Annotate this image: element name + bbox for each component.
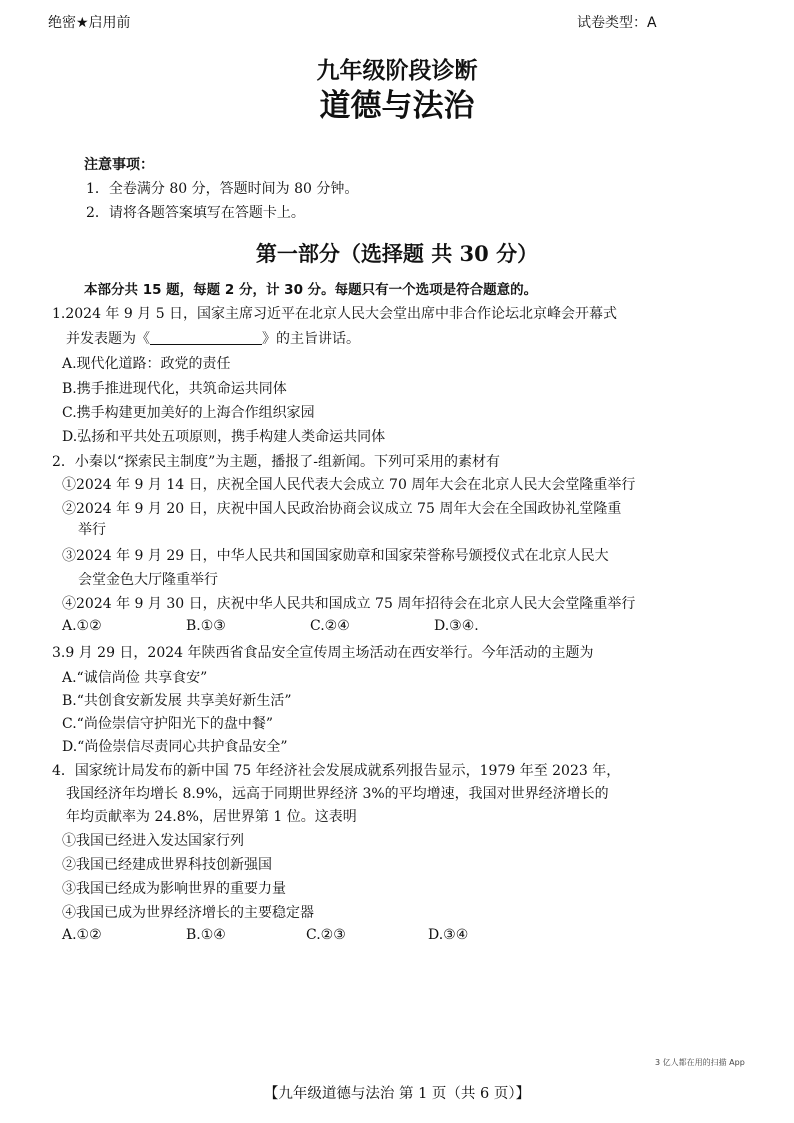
scanner-watermark: 3 亿人都在用的扫描 App [655,1058,745,1067]
question-2-item-cont: 会堂金色大厅隆重举行 [78,572,218,588]
question-2-option-c: C.②④ [310,618,350,634]
notice-item: 1．全卷满分 80 分，答题时间为 80 分钟。 [86,181,359,197]
question-4-stem: 4．国家统计局发布的新中国 75 年经济社会发展成就系列报告显示，1979 年至 2023 年， [52,763,621,779]
question-4-option-b: B.①④ [186,927,226,943]
question-4-item: ②我国已经建成世界科技创新强国 [62,857,272,873]
question-2-item: ①2024 年 9 月 14 日，庆祝全国人民代表大会成立 70 周年大会在北京人民大会堂隆重举行 [62,477,636,493]
question-4-item: ③我国已经成为影响世界的重要力量 [62,881,286,897]
question-2-item: ③2024 年 9 月 29 日，中华人民共和国国家勋章和国家荣誉称号颁授仪式在北京人民大 [62,548,609,564]
question-4-option-a: A.①② [62,927,102,943]
question-2-item: ②2024 年 9 月 20 日，庆祝中国人民政治协商会议成立 75 周年大会在全国政协礼堂隆重 [62,501,622,517]
part-description: 本部分共 15 题，每题 2 分，计 30 分。每题只有一个选项是符合题意的。 [84,282,538,298]
stem-text: 》的主旨讲话。 [262,331,360,347]
question-2-option-b: B.①③ [186,618,226,634]
question-4-option-c: C.②③ [306,927,346,943]
question-1-stem-cont [66,328,360,348]
question-3-option-b: B.“共创食安新发展 共享美好新生活” [62,693,292,709]
question-4-option-d: D.③④ [428,927,469,943]
question-1-option-a: A.现代化道路：政党的责任 [62,356,231,372]
subject-title: 道德与法治 [319,88,475,124]
question-2-item: ④2024 年 9 月 30 日，庆祝中华人民共和国成立 75 周年招待会在北京人民大会堂隆重举行 [62,596,636,612]
question-2-stem: 2．小秦以“探索民主制度”为主题，播报了-组新闻。下列可采用的素材有 [52,454,500,470]
question-1-stem: 1.2024 年 9 月 5 日，国家主席习近平在北京人民大会堂出席中非合作论坛北京峰会开幕式 [52,306,618,322]
question-2-item-cont: 举行 [78,522,106,538]
paper-type-label: 试卷类型：A [577,15,657,31]
question-1-option-d: D.弘扬和平共处五项原则，携手构建人类命运共同体 [62,429,386,445]
question-1-option-c: C.携手构建更加美好的上海合作组织家园 [62,405,315,421]
question-1-option-b: B.携手推进现代化，共筑命运共同体 [62,381,287,397]
question-4-item: ①我国已经进入发达国家行列 [62,833,244,849]
notice-heading: 注意事项： [84,157,154,173]
notice-item: 2．请将各题答案填写在答题卡上。 [86,205,305,221]
question-3-stem: 3.9 月 29 日，2024 年陕西省食品安全宣传周主场活动在西安举行。今年活动的主题为 [52,645,594,661]
stem-text: 并发表题为《 [66,331,150,347]
answer-blank [150,330,262,345]
confidential-label: 绝密★启用前 [48,15,131,31]
question-3-option-c: C.“尚俭崇信守护阳光下的盘中餐” [62,716,273,732]
question-3-option-d: D.“尚俭崇信尽责同心共护食品安全” [62,739,288,755]
question-2-option-a: A.①② [62,618,102,634]
part-title: 第一部分（选择题 共 30 分） [255,241,539,266]
question-2-option-d: D.③④. [434,618,479,634]
page-footer: 【九年级道德与法治 第 1 页（共 6 页）】 [263,1086,531,1102]
question-4-stem-cont: 年均贡献率为 24.8%，居世界第 1 位。这表明 [66,809,357,825]
exam-grade-title: 九年级阶段诊断 [316,58,478,84]
question-4-stem-cont: 我国经济年均增长 8.9%，远高于同期世界经济 3%的平均增速，我国对世界经济增长的 [66,786,609,802]
question-3-option-a: A.“诚信尚俭 共享食安” [62,670,208,686]
question-4-item: ④我国已成为世界经济增长的主要稳定器 [62,905,314,921]
